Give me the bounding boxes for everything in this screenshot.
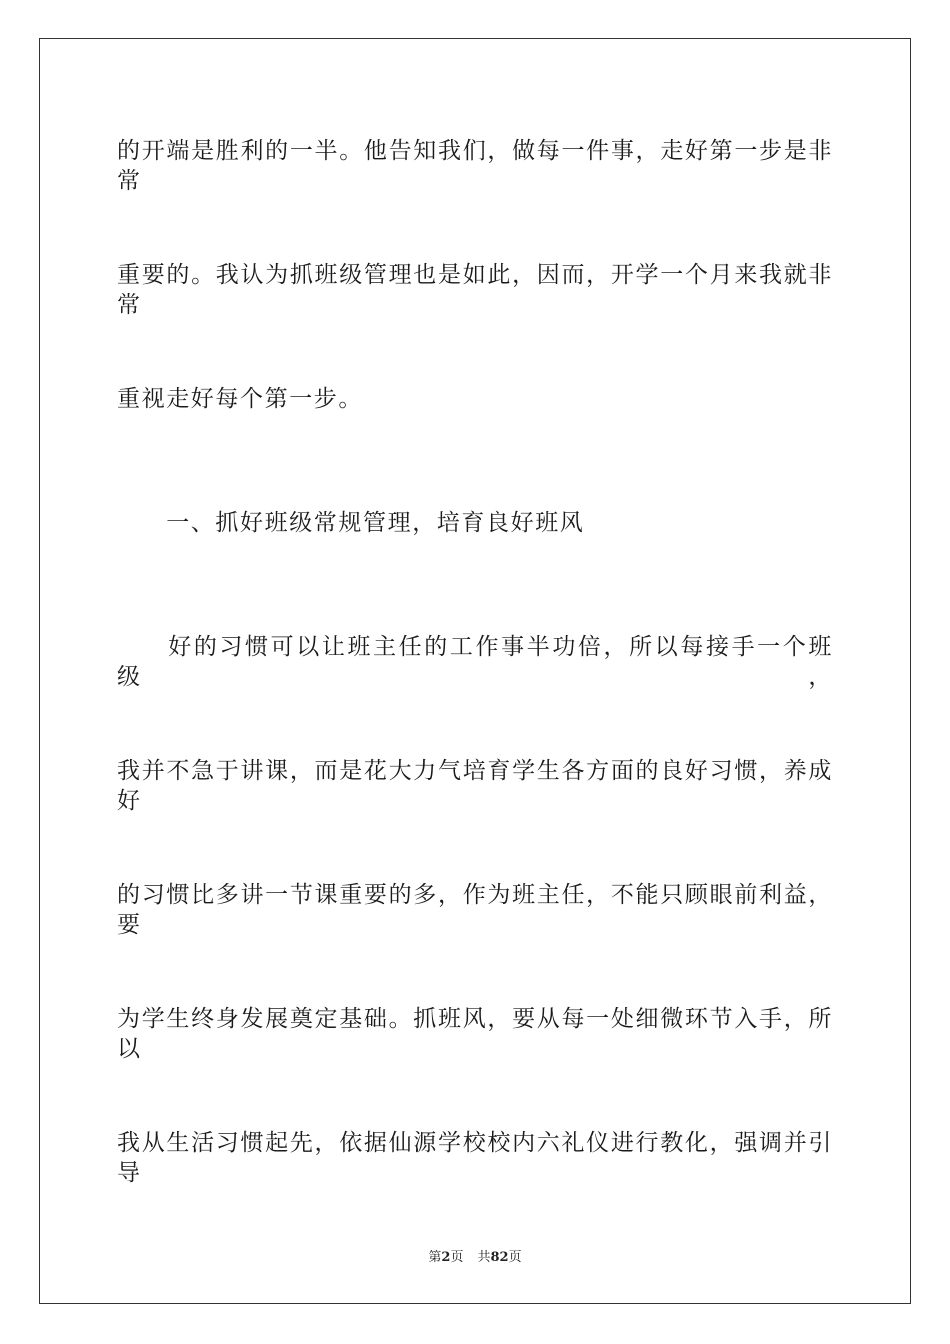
footer-page-prefix: 第 (428, 1250, 442, 1265)
footer-page-number: 2 (441, 1250, 451, 1265)
body-line-6: 我并不急于讲课，而是花大力气培育学生各方面的良好习惯，养成好 (117, 758, 833, 814)
body-line-5: 好的习惯可以让班主任的工作事半功倍，所以每接手一个班级， (117, 634, 833, 690)
page-footer (0, 1250, 950, 1266)
body-line-1: 的开端是胜利的一半。他告知我们，做每一件事，走好第一步是非常 (117, 138, 833, 194)
body-line-2: 重要的。我认为抓班级管理也是如此，因而，开学一个月来我就非常 (117, 262, 833, 318)
footer-total-pages: 82 (490, 1250, 509, 1265)
body-line-7: 的习惯比多讲一节课重要的多，作为班主任，不能只顾眼前利益，要 (117, 882, 833, 938)
footer-total-prefix: 共 (477, 1250, 491, 1265)
body-line-3: 重视走好每个第一步。 (117, 386, 363, 412)
section-heading: 一、抓好班级常规管理，培育良好班风 (117, 510, 585, 536)
footer-page-suffix: 页 (450, 1250, 464, 1265)
footer-total-suffix: 页 (508, 1250, 522, 1265)
body-line-9: 我从生活习惯起先，依据仙源学校校内六礼仪进行教化，强调并引导 (117, 1130, 833, 1186)
body-line-8: 为学生终身发展奠定基础。抓班风，要从每一处细微环节入手，所以 (117, 1006, 833, 1062)
